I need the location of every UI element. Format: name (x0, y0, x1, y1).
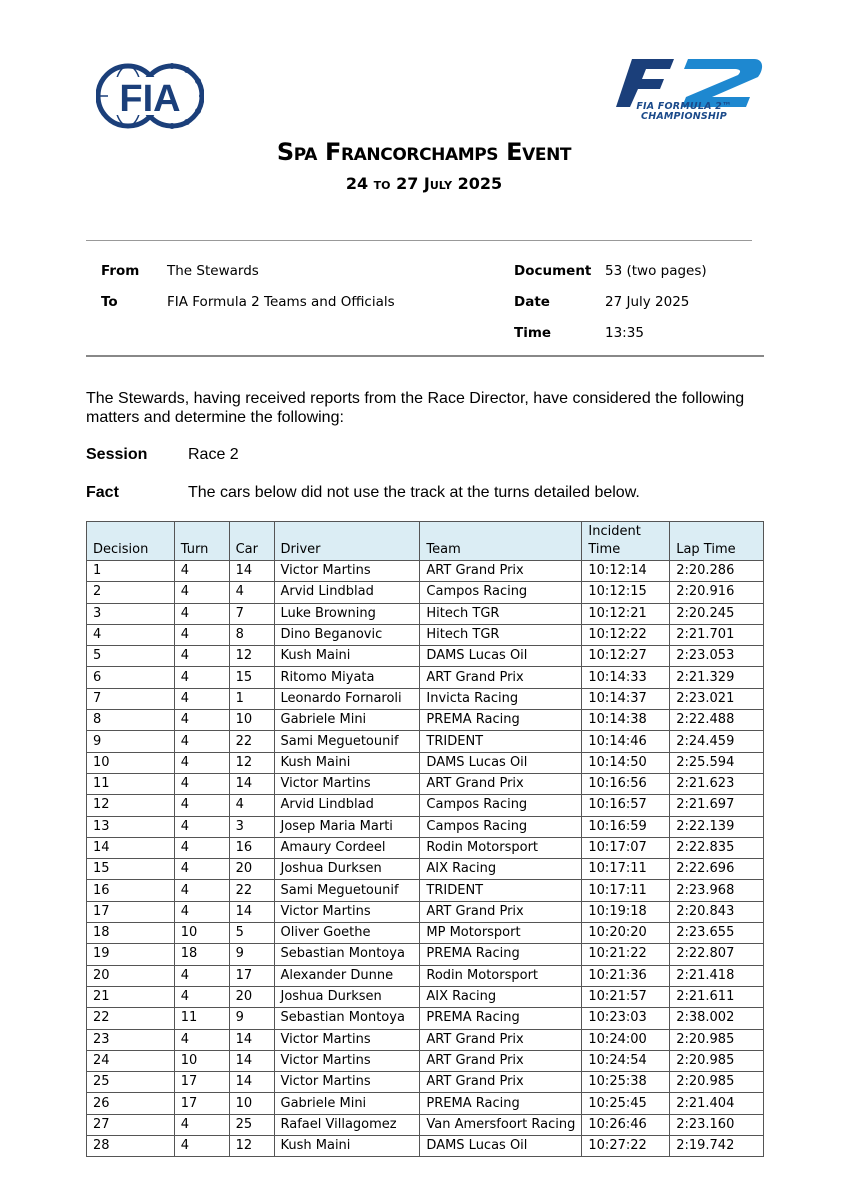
cell-decision: 22 (87, 1008, 175, 1029)
cell-incident-time: 10:19:18 (582, 901, 670, 922)
cell-decision: 8 (87, 710, 175, 731)
cell-team: PREMA Racing (420, 1093, 582, 1114)
document-label: Document (514, 263, 592, 279)
cell-lap-time: 2:20.916 (670, 582, 764, 603)
cell-team: ART Grand Prix (420, 1072, 582, 1093)
cell-decision: 20 (87, 965, 175, 986)
table-header-row (87, 522, 764, 561)
cell-lap-time: 2:23.968 (670, 880, 764, 901)
cell-incident-time: 10:12:21 (582, 603, 670, 624)
cell-incident-time: 10:24:54 (582, 1050, 670, 1071)
cell-car: 15 (229, 667, 274, 688)
cell-team: PREMA Racing (420, 1008, 582, 1029)
cell-turn: 4 (174, 667, 229, 688)
document-value: 53 (two pages) (605, 263, 707, 279)
cell-incident-time: 10:12:22 (582, 624, 670, 645)
f2-caption (604, 102, 764, 122)
cell-turn: 4 (174, 880, 229, 901)
cell-team: ART Grand Prix (420, 1050, 582, 1071)
table-row (87, 795, 764, 816)
cell-team: PREMA Racing (420, 944, 582, 965)
cell-decision: 7 (87, 688, 175, 709)
cell-team: PREMA Racing (420, 710, 582, 731)
cell-lap-time: 2:38.002 (670, 1008, 764, 1029)
divider-top (86, 240, 752, 241)
cell-incident-time: 10:24:00 (582, 1029, 670, 1050)
cell-decision: 3 (87, 603, 175, 624)
cell-incident-time: 10:17:11 (582, 880, 670, 901)
table-row (87, 646, 764, 667)
table-row (87, 1029, 764, 1050)
cell-driver: Alexander Dunne (274, 965, 420, 986)
time-value: 13:35 (605, 325, 644, 341)
cell-lap-time: 2:21.623 (670, 773, 764, 794)
col-header-team: Team (420, 522, 582, 561)
fia-logo-text: FIA (119, 78, 181, 120)
cell-team: AIX Racing (420, 859, 582, 880)
cell-car: 14 (229, 773, 274, 794)
cell-lap-time: 2:22.696 (670, 859, 764, 880)
cell-incident-time: 10:17:11 (582, 859, 670, 880)
cell-lap-time: 2:22.139 (670, 816, 764, 837)
cell-car: 4 (229, 582, 274, 603)
table-row (87, 1114, 764, 1135)
cell-driver: Victor Martins (274, 1072, 420, 1093)
cell-incident-time: 10:21:36 (582, 965, 670, 986)
cell-lap-time: 2:21.329 (670, 667, 764, 688)
cell-incident-time: 10:23:03 (582, 1008, 670, 1029)
date-value: 27 July 2025 (605, 294, 690, 310)
cell-driver: Joshua Durksen (274, 986, 420, 1007)
col-header-car: Car (229, 522, 274, 561)
fia-logo (96, 55, 204, 137)
cell-incident-time: 10:12:15 (582, 582, 670, 603)
cell-lap-time: 2:20.985 (670, 1029, 764, 1050)
cell-car: 14 (229, 1050, 274, 1071)
cell-decision: 25 (87, 1072, 175, 1093)
cell-incident-time: 10:16:59 (582, 816, 670, 837)
cell-turn: 4 (174, 582, 229, 603)
table-row (87, 773, 764, 794)
cell-incident-time: 10:14:46 (582, 731, 670, 752)
cell-car: 1 (229, 688, 274, 709)
cell-decision: 15 (87, 859, 175, 880)
cell-turn: 4 (174, 773, 229, 794)
table-row (87, 880, 764, 901)
table-row (87, 965, 764, 986)
to-label: To (101, 294, 118, 310)
cell-lap-time: 2:23.160 (670, 1114, 764, 1135)
table-row (87, 837, 764, 858)
cell-decision: 5 (87, 646, 175, 667)
cell-decision: 14 (87, 837, 175, 858)
cell-lap-time: 2:20.843 (670, 901, 764, 922)
cell-lap-time: 2:22.835 (670, 837, 764, 858)
cell-incident-time: 10:14:33 (582, 667, 670, 688)
cell-decision: 28 (87, 1136, 175, 1157)
cell-incident-time: 10:17:07 (582, 837, 670, 858)
cell-turn: 4 (174, 1029, 229, 1050)
cell-car: 12 (229, 1136, 274, 1157)
cell-car: 10 (229, 1093, 274, 1114)
table-row (87, 923, 764, 944)
cell-team: MP Motorsport (420, 923, 582, 944)
col-header-incident-time: Incident Time (582, 522, 670, 561)
cell-car: 17 (229, 965, 274, 986)
cell-lap-time: 2:19.742 (670, 1136, 764, 1157)
cell-driver: Victor Martins (274, 1050, 420, 1071)
cell-decision: 6 (87, 667, 175, 688)
cell-car: 14 (229, 1072, 274, 1093)
cell-decision: 1 (87, 561, 175, 582)
cell-turn: 4 (174, 837, 229, 858)
table-row (87, 561, 764, 582)
cell-car: 14 (229, 1029, 274, 1050)
cell-car: 9 (229, 1008, 274, 1029)
cell-car: 20 (229, 859, 274, 880)
page-title: Spa Francorchamps Event (276, 138, 572, 166)
cell-team: DAMS Lucas Oil (420, 1136, 582, 1157)
cell-team: DAMS Lucas Oil (420, 752, 582, 773)
cell-team: Hitech TGR (420, 603, 582, 624)
cell-decision: 12 (87, 795, 175, 816)
cell-lap-time: 2:22.807 (670, 944, 764, 965)
cell-decision: 9 (87, 731, 175, 752)
cell-lap-time: 2:25.594 (670, 752, 764, 773)
cell-driver: Oliver Goethe (274, 923, 420, 944)
intro-paragraph: The Stewards, having received reports from the Race Director, have considered the following matters and determine the following: (86, 390, 745, 426)
cell-driver: Arvid Lindblad (274, 582, 420, 603)
table-row (87, 859, 764, 880)
session-label: Session (86, 446, 148, 463)
table-row (87, 944, 764, 965)
cell-lap-time: 2:21.418 (670, 965, 764, 986)
cell-driver: Joshua Durksen (274, 859, 420, 880)
cell-turn: 4 (174, 986, 229, 1007)
cell-turn: 4 (174, 752, 229, 773)
cell-lap-time: 2:20.286 (670, 561, 764, 582)
cell-driver: Victor Martins (274, 773, 420, 794)
table-row (87, 731, 764, 752)
cell-driver: Kush Maini (274, 752, 420, 773)
cell-decision: 24 (87, 1050, 175, 1071)
table-row (87, 752, 764, 773)
cell-turn: 4 (174, 603, 229, 624)
cell-team: ART Grand Prix (420, 773, 582, 794)
table-row (87, 986, 764, 1007)
col-header-turn: Turn (174, 522, 229, 561)
cell-car: 16 (229, 837, 274, 858)
cell-car: 14 (229, 901, 274, 922)
cell-team: TRIDENT (420, 880, 582, 901)
cell-turn: 4 (174, 859, 229, 880)
cell-car: 22 (229, 731, 274, 752)
cell-driver: Gabriele Mini (274, 710, 420, 731)
cell-lap-time: 2:20.245 (670, 603, 764, 624)
col-header-decision: Decision (87, 522, 175, 561)
cell-incident-time: 10:21:22 (582, 944, 670, 965)
fact-label: Fact (86, 484, 119, 501)
table-row (87, 1136, 764, 1157)
cell-turn: 18 (174, 944, 229, 965)
cell-team: ART Grand Prix (420, 901, 582, 922)
cell-turn: 10 (174, 1050, 229, 1071)
cell-team: Rodin Motorsport (420, 965, 582, 986)
cell-car: 8 (229, 624, 274, 645)
table-body (87, 561, 764, 1157)
cell-incident-time: 10:14:37 (582, 688, 670, 709)
cell-team: ART Grand Prix (420, 667, 582, 688)
table-row (87, 624, 764, 645)
cell-driver: Victor Martins (274, 561, 420, 582)
cell-car: 12 (229, 752, 274, 773)
cell-driver: Victor Martins (274, 1029, 420, 1050)
cell-decision: 26 (87, 1093, 175, 1114)
cell-car: 12 (229, 646, 274, 667)
cell-incident-time: 10:27:22 (582, 1136, 670, 1157)
cell-lap-time: 2:20.985 (670, 1072, 764, 1093)
cell-car: 25 (229, 1114, 274, 1135)
cell-team: AIX Racing (420, 986, 582, 1007)
cell-incident-time: 10:16:56 (582, 773, 670, 794)
table-row (87, 816, 764, 837)
cell-driver: Kush Maini (274, 1136, 420, 1157)
cell-driver: Sami Meguetounif (274, 880, 420, 901)
cell-driver: Dino Beganovic (274, 624, 420, 645)
cell-lap-time: 2:23.021 (670, 688, 764, 709)
cell-driver: Sami Meguetounif (274, 731, 420, 752)
cell-lap-time: 2:21.611 (670, 986, 764, 1007)
cell-car: 14 (229, 561, 274, 582)
table-row (87, 688, 764, 709)
cell-turn: 11 (174, 1008, 229, 1029)
page-subtitle: 24 to 27 July 2025 (345, 174, 503, 193)
cell-team: Hitech TGR (420, 624, 582, 645)
cell-incident-time: 10:21:57 (582, 986, 670, 1007)
cell-turn: 4 (174, 710, 229, 731)
cell-decision: 11 (87, 773, 175, 794)
cell-decision: 17 (87, 901, 175, 922)
cell-lap-time: 2:20.985 (670, 1050, 764, 1071)
cell-incident-time: 10:26:46 (582, 1114, 670, 1135)
cell-turn: 4 (174, 1114, 229, 1135)
fact-value: The cars below did not use the track at the turns detailed below. (188, 484, 640, 501)
cell-turn: 4 (174, 624, 229, 645)
cell-car: 7 (229, 603, 274, 624)
cell-driver: Sebastian Montoya (274, 1008, 420, 1029)
table-row (87, 1050, 764, 1071)
cell-lap-time: 2:21.701 (670, 624, 764, 645)
table-row (87, 710, 764, 731)
cell-incident-time: 10:12:14 (582, 561, 670, 582)
cell-car: 22 (229, 880, 274, 901)
cell-lap-time: 2:24.459 (670, 731, 764, 752)
table-row (87, 1072, 764, 1093)
cell-incident-time: 10:20:20 (582, 923, 670, 944)
cell-decision: 18 (87, 923, 175, 944)
cell-team: Campos Racing (420, 795, 582, 816)
table-row (87, 667, 764, 688)
cell-team: Van Amersfoort Racing (420, 1114, 582, 1135)
cell-car: 10 (229, 710, 274, 731)
divider-bottom (86, 355, 764, 357)
cell-car: 9 (229, 944, 274, 965)
cell-lap-time: 2:21.697 (670, 795, 764, 816)
cell-driver: Arvid Lindblad (274, 795, 420, 816)
cell-turn: 4 (174, 965, 229, 986)
cell-turn: 4 (174, 816, 229, 837)
cell-turn: 4 (174, 795, 229, 816)
cell-turn: 10 (174, 923, 229, 944)
cell-driver: Josep Maria Marti (274, 816, 420, 837)
from-label: From (101, 263, 140, 279)
cell-decision: 13 (87, 816, 175, 837)
cell-lap-time: 2:23.655 (670, 923, 764, 944)
cell-turn: 17 (174, 1093, 229, 1114)
cell-driver: Amaury Cordeel (274, 837, 420, 858)
cell-decision: 23 (87, 1029, 175, 1050)
cell-car: 4 (229, 795, 274, 816)
cell-team: Campos Racing (420, 582, 582, 603)
col-header-driver: Driver (274, 522, 420, 561)
cell-incident-time: 10:16:57 (582, 795, 670, 816)
cell-incident-time: 10:25:38 (582, 1072, 670, 1093)
cell-decision: 2 (87, 582, 175, 603)
decisions-table (86, 521, 764, 1157)
cell-decision: 19 (87, 944, 175, 965)
cell-incident-time: 10:14:50 (582, 752, 670, 773)
cell-driver: Sebastian Montoya (274, 944, 420, 965)
cell-turn: 4 (174, 646, 229, 667)
cell-driver: Luke Browning (274, 603, 420, 624)
cell-lap-time: 2:21.404 (670, 1093, 764, 1114)
cell-turn: 17 (174, 1072, 229, 1093)
cell-decision: 4 (87, 624, 175, 645)
cell-turn: 4 (174, 731, 229, 752)
table-row (87, 1093, 764, 1114)
col-header-lap-time: Lap Time (670, 522, 764, 561)
cell-decision: 21 (87, 986, 175, 1007)
cell-team: Rodin Motorsport (420, 837, 582, 858)
table-row (87, 603, 764, 624)
table-row (87, 582, 764, 603)
table-row (87, 901, 764, 922)
cell-driver: Kush Maini (274, 646, 420, 667)
cell-turn: 4 (174, 901, 229, 922)
f2-caption-line2: CHAMPIONSHIP (641, 111, 727, 122)
cell-driver: Rafael Villagomez (274, 1114, 420, 1135)
from-value: The Stewards (167, 263, 259, 279)
table-row (87, 1008, 764, 1029)
cell-incident-time: 10:14:38 (582, 710, 670, 731)
cell-team: Campos Racing (420, 816, 582, 837)
cell-car: 3 (229, 816, 274, 837)
to-value: FIA Formula 2 Teams and Officials (167, 294, 395, 310)
cell-turn: 4 (174, 561, 229, 582)
cell-turn: 4 (174, 1136, 229, 1157)
cell-car: 20 (229, 986, 274, 1007)
cell-team: TRIDENT (420, 731, 582, 752)
cell-team: ART Grand Prix (420, 1029, 582, 1050)
cell-driver: Ritomo Miyata (274, 667, 420, 688)
cell-driver: Victor Martins (274, 901, 420, 922)
session-value: Race 2 (188, 446, 239, 463)
cell-driver: Gabriele Mini (274, 1093, 420, 1114)
cell-car: 5 (229, 923, 274, 944)
cell-lap-time: 2:23.053 (670, 646, 764, 667)
cell-driver: Leonardo Fornaroli (274, 688, 420, 709)
cell-decision: 10 (87, 752, 175, 773)
cell-turn: 4 (174, 688, 229, 709)
cell-decision: 27 (87, 1114, 175, 1135)
cell-team: Invicta Racing (420, 688, 582, 709)
cell-team: DAMS Lucas Oil (420, 646, 582, 667)
cell-incident-time: 10:12:27 (582, 646, 670, 667)
f2-caption-line1: FIA FORMULA 2™ (636, 101, 732, 112)
date-label: Date (514, 294, 550, 310)
cell-lap-time: 2:22.488 (670, 710, 764, 731)
cell-decision: 16 (87, 880, 175, 901)
cell-incident-time: 10:25:45 (582, 1093, 670, 1114)
time-label: Time (514, 325, 552, 341)
cell-team: ART Grand Prix (420, 561, 582, 582)
